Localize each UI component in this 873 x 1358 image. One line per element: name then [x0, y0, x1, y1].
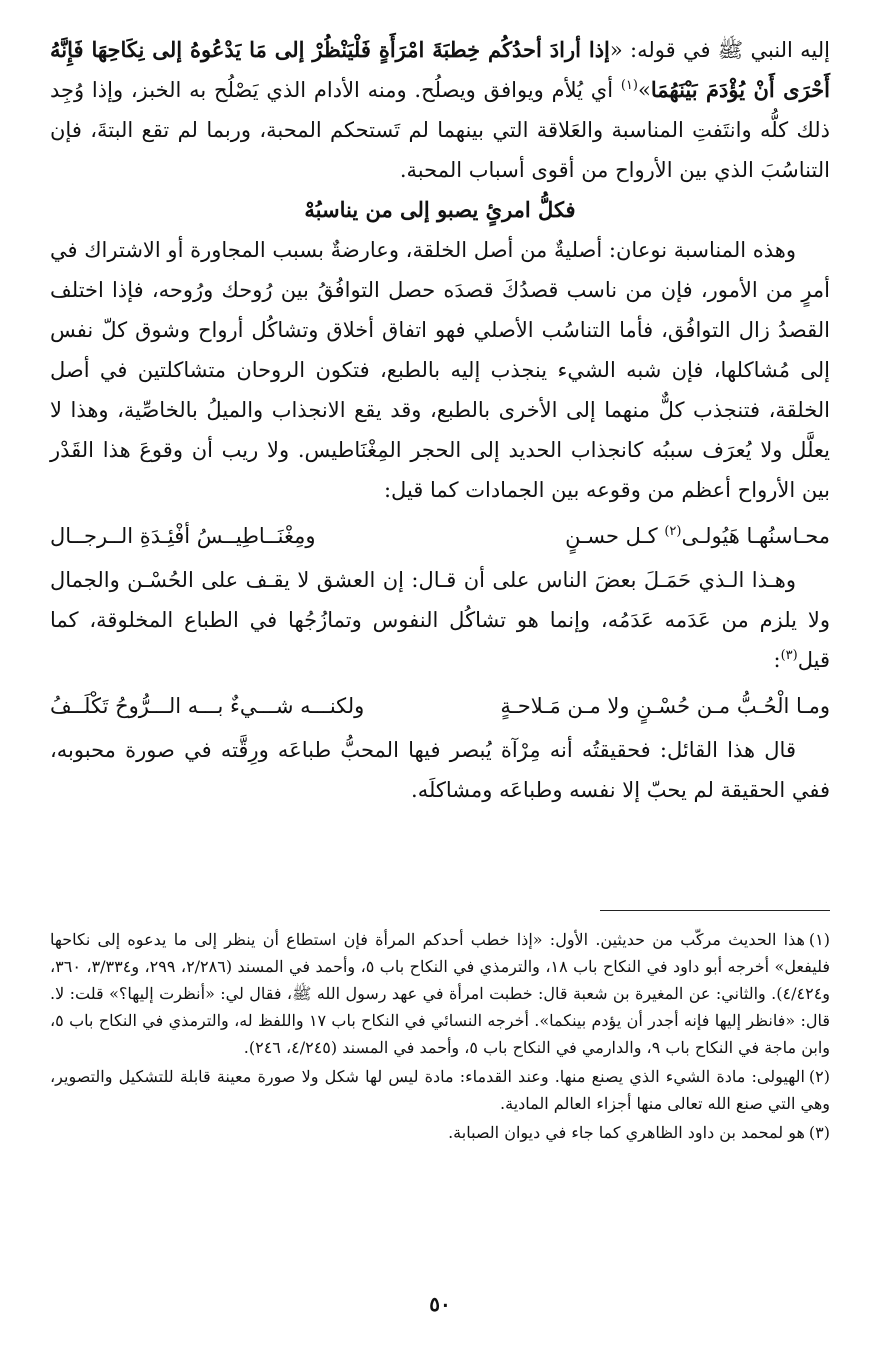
- footnote-ref-3[interactable]: (٣): [780, 648, 798, 663]
- page-number: ٥٠: [429, 1292, 451, 1316]
- footnote-separator: [600, 910, 830, 911]
- footnote-number: (٢): [808, 1067, 830, 1086]
- footnote-2: [50, 1063, 830, 1117]
- paragraph-1: [50, 30, 830, 190]
- verse-line-3: [50, 686, 830, 726]
- footnote-number: (٣): [808, 1123, 830, 1142]
- book-page: [50, 30, 830, 1340]
- paragraph-3: [50, 560, 830, 680]
- footnote-1: [50, 926, 830, 1061]
- footnote-text: هو لمحمد بن داود الظاهري كما جاء في ديوان الصبابة.: [448, 1123, 805, 1142]
- paragraph-2: وهذه المناسبة نوعان: أصليةٌ من أصل الخلقة، وعارضةٌ بسبب المجاورة أو الاشتراك في أمرٍ من الأمور، فإن من ناسب قصدُكَ قصدَه حصل التوافُقُ بين رُوحك ورُوحه، فإذا اختلف القصدُ زال التوافُق، فأما التناسُب الأصلي فهو اتفاق أخلاق وتشاكُل أرواح وشوق كلّ نفس إلى مُشاكلها، فإن شبه الشيء ينجذب إليه بالطبع، فتكون الروحان متشاكلتين في أصل الخلقة، فتنجذب كلٌّ منهما إلى الأخرى بالطبع، وقد يقع الانجذاب والميلُ بالخاصِّية، وهذا لا يعلَّل ولا يُعرَف سببُه كانجذاب الحديد إلى الحجر المِغْنَاطيس. ولا ريب أن وقوعَ هذا القَدْر بين الأرواح أعظم من وقوعه بين الجمادات كما قيل:: [50, 238, 830, 502]
- footnote-text: هذا الحديث مركّب من حديثين. الأول: «إذا خطب أحدكم المرأة فإن استطاع أن ينظر إلى ما يدعوه إلى نكاحها فليفعل» أخرجه أبو داود في النكاح باب ١٨، والترمذي في النكاح باب ٥، وأحمد في المسند (٢/٢٨٦، ٢٩٩، و٣/٣٣٤، ٣٦٠، و٤/٤٢٤). والثاني: عن المغيرة بن شعبة قال: خطبت امرأة في عهد رسول الله ﷺ، فقال لي: «أنظرت إليها؟» قلت: لا. قال: «فانظر إليها فإنه أجدر أن يؤدم بينكما». أخرجه النسائي في النكاح باب ١٧ واللفظ له، والترمذي في النكاح باب ٥، وابن ماجة في النكاح باب ٩، والدارمي في النكاح باب ٥، وأحمد في المسند (٤/٢٤٥، ٢٤٦).: [50, 930, 831, 1057]
- hadith-quote: إذا أرادَ أحدُكُم خِطبَةَ امْرَأَةٍ فَلْيَنْظُرْ إلى مَا يَدْعُوهُ إلى نِكَاحِهَا فَإِنَّهُ أَحْرَى أَنْ يُؤْدَمَ بَيْنَهُمَا: [50, 37, 830, 102]
- footnote-ref-2[interactable]: (٢): [664, 524, 682, 539]
- paragraph-1-rest: أي يُلأم ويوافق ويصلُح. ومنه الأدام الذي يَصْلُح به الخبز، وإذا وُجِد ذلك كلُّه وانتَفتِ المناسبة والعَلاقة التي بينهما لم تَستحكم المحبة، وربما لم تقع البتةَ، فإن التناسُبَ الذي بين الأرواح من أقوى أسباب المحبة.: [50, 78, 830, 182]
- paragraph-3-end: :: [773, 648, 781, 672]
- verse-line-1: فكلُّ امرئٍ يصبو إلى من يناسبُهْ: [304, 197, 576, 222]
- verse-3-first-hemistich: ومـا الْحُـبُّ مـن حُسْـنٍ ولا مـن مَـلاحـةٍ: [500, 694, 830, 718]
- footnote-3: [50, 1119, 830, 1146]
- footnote-number: (١): [808, 930, 830, 949]
- verse-2-second-hemistich: ومِغْنَــاطِيــسُ أفْئِـدَةِ الــرجــال: [50, 524, 316, 548]
- main-text: [50, 30, 830, 810]
- paragraph-4: قال هذا القائل: فحقيقتُه أنه مِرْآة يُبصر فيها المحبُّ طباعَه ورِقَّته في صورة محبوبه، ففي الحقيقة لم يحبّ إلا نفسه وطباعَه ومشاكلَه.: [50, 738, 830, 802]
- verse-2-first-part: محـاسنُهـا هَيُولـى: [681, 524, 830, 548]
- footnote-ref-1[interactable]: (١): [620, 78, 638, 93]
- footnotes: [50, 926, 830, 1148]
- verse-3-second-hemistich: ولكنـــه شـــيءٌ بـــه الـــرُّوحُ تَكْلَــفُ: [50, 694, 365, 718]
- paragraph-3-text: وهـذا الـذي حَمَـلَ بعضَ الناس على أن قـال: إن العشق لا يقـف على الحُسْـن والجمال ولا يلزم من عَدَمه عَدَمُه، وإنما هو تشاكُل النفوس وتمازُجُها في الطباع المخلوقة، كما قيل: [50, 568, 830, 672]
- verse-2-first-end: كـل حسـنٍ: [565, 524, 665, 548]
- verse-2-first-hemistich: [463, 516, 830, 556]
- hadith-close-quote: »: [637, 78, 651, 102]
- verse-line-2: [50, 516, 830, 556]
- paragraph-1-intro: إليه النبي ﷺ في قوله: «: [609, 38, 831, 62]
- footnote-text: الهيولى: مادة الشيء الذي يصنع منها. وعند القدماء: مادة ليس لها شكل ولا صورة معينة قابلة للتشكيل والتصوير، وهي التي صنع الله تعالى منها أجزاء العالم المادية.: [50, 1067, 830, 1113]
